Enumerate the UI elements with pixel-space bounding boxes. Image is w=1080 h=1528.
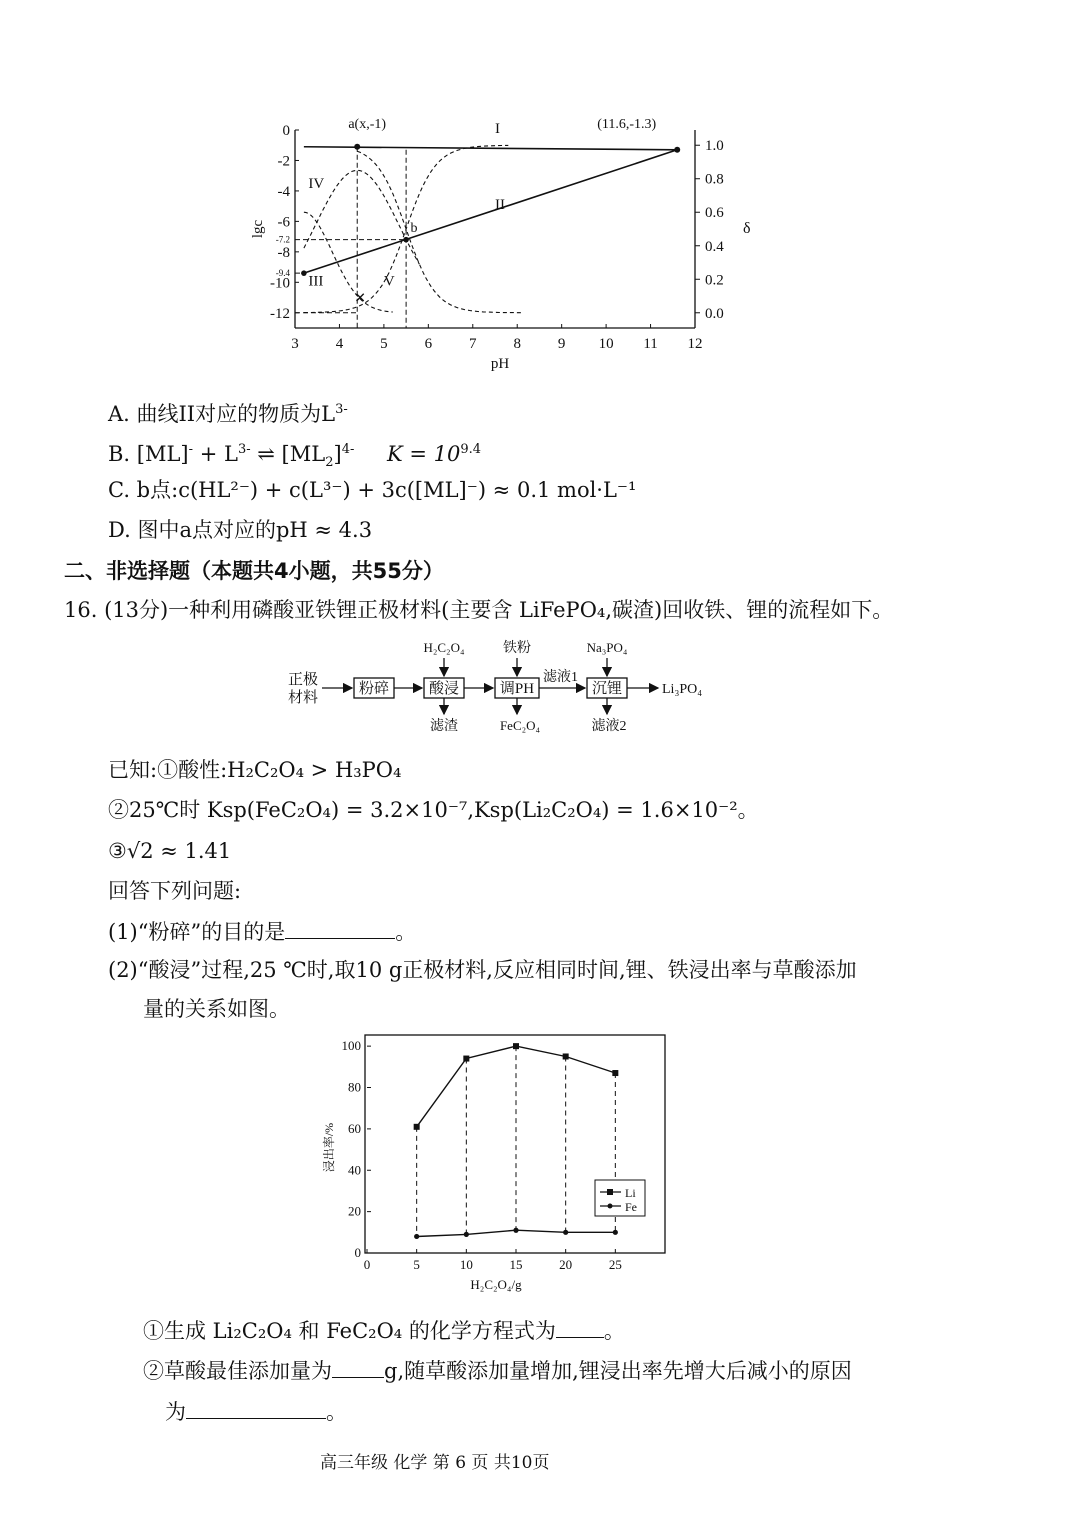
y-right-tick-label: 1.0 xyxy=(705,138,724,155)
y-left-tick-label: 0 xyxy=(282,123,290,139)
x-tick-label: 9 xyxy=(557,336,566,352)
y-tick-label: 100 xyxy=(341,1038,361,1054)
x-tick-label: 10 xyxy=(598,336,614,352)
li-point xyxy=(612,1070,618,1076)
y-tick-label: 60 xyxy=(348,1120,361,1136)
y-right-tick-label: 0.8 xyxy=(705,171,724,188)
y-left-tick-label: -2 xyxy=(277,153,290,170)
question-2-sub-2-line-2: 为 。 xyxy=(165,1400,347,1424)
x-tick-label: 15 xyxy=(509,1257,523,1272)
flow-box-acid-leach: 酸浸 xyxy=(428,681,460,697)
fe-point xyxy=(613,1230,618,1235)
point-end xyxy=(674,147,680,153)
answer-blank-4[interactable] xyxy=(186,1398,326,1419)
fe-point xyxy=(464,1232,469,1237)
question-2-line-2: 量的关系如图。 xyxy=(143,997,290,1021)
known-3: ③√2 ≈ 1.41 xyxy=(108,839,232,863)
x-tick-label: 20 xyxy=(559,1257,573,1272)
x-tick-label: 11 xyxy=(643,336,658,352)
point-a-label: a(x,-1) xyxy=(348,117,387,132)
point-end-label: (11.6,-1.3) xyxy=(597,117,657,132)
y-tick-label: 20 xyxy=(348,1203,361,1219)
question-1: (1)“粉碎”的目的是 。 xyxy=(108,920,417,944)
y-tick-label: 40 xyxy=(348,1162,361,1178)
flow-input-oxalic: H₂C₂O₄ xyxy=(423,640,465,655)
flow-input-na3po4: Na₃PO₄ xyxy=(586,640,628,655)
x-tick-label: 4 xyxy=(335,336,344,352)
question-2-sub-2: ②草酸最佳添加量为 g,随草酸添加量增加,锂浸出率先增大后减小的原因 xyxy=(143,1359,852,1383)
answer-blank-1[interactable] xyxy=(285,918,395,939)
x-tick-label: 12 xyxy=(687,336,703,352)
li-point xyxy=(414,1124,420,1130)
x-tick-label: 3 xyxy=(291,336,299,352)
flow-start-1: 正极 xyxy=(288,672,319,688)
flow-output-fec2o4: FeC₂O₄ xyxy=(499,718,541,733)
question-16: 16. (13分)一种利用磷酸亚铁锂正极材料(主要含 LiFePO₄,碳渣)回收铁、锂的流程如下。 xyxy=(64,598,894,622)
flow-product: Li₃PO₄ xyxy=(662,682,703,697)
legend-box xyxy=(595,1180,645,1216)
known-2: ②25℃时 Ksp(FeC₂O₄) = 3.2×10⁻⁷,Ksp(Li₂C₂O₄) = 1.6×10⁻²。 xyxy=(108,798,759,822)
y-right-tick-label: 0.6 xyxy=(705,205,724,222)
process-flow-diagram xyxy=(280,632,740,742)
curve-label-v: V xyxy=(383,273,395,290)
question-2-line-1: (2)“酸浸”过程,25 ℃时,取10 g正极材料,反应相同时间,锂、铁浸出率与草酸添加 xyxy=(108,958,857,982)
flow-start-2: 材料 xyxy=(288,690,319,706)
flow-input-iron: 铁粉 xyxy=(503,641,531,656)
flow-output-filtrate-2: 滤液2 xyxy=(591,719,627,734)
x-axis-label: pH xyxy=(490,356,510,372)
y-left-tick-label: -10 xyxy=(270,275,290,292)
curve-falling-iii xyxy=(304,212,393,312)
curve-label-i: I xyxy=(495,121,500,138)
answer-intro: 回答下列问题: xyxy=(108,879,242,903)
plot-frame xyxy=(365,1035,665,1253)
y-left-axis-label: lgc xyxy=(250,219,266,239)
y-left-tick-label: -12 xyxy=(270,305,290,322)
x-axis-label: H₂C₂O₄/g xyxy=(470,1277,522,1292)
y-right-tick-label: 0.0 xyxy=(705,305,724,322)
y-left-special-label: -9.4 xyxy=(275,268,290,279)
flow-filtrate-1: 滤液1 xyxy=(543,670,578,685)
y-right-tick-label: 0.4 xyxy=(705,238,724,255)
li-point xyxy=(563,1053,569,1059)
curve-label-iii: III xyxy=(308,273,324,290)
curve-label-iv: IV xyxy=(308,175,325,192)
option-a: A. 曲线II对应的物质为$L^{3-}$ xyxy=(108,402,348,426)
y-right-axis-label: δ xyxy=(743,220,751,237)
option-d: D. 图中a点对应的pH ≈ 4.3 xyxy=(108,518,373,542)
curve-label-ii: II xyxy=(495,197,505,214)
leaching-rate-chart-plot xyxy=(321,1035,665,1292)
y-tick-label: 0 xyxy=(354,1245,361,1260)
section-heading: 二、非选择题（本题共4小题，共55分） xyxy=(64,559,444,583)
flow-box-crush: 粉碎 xyxy=(358,681,390,697)
flow-box-adjust-ph: 调PH xyxy=(499,681,535,697)
cross-mark: ✕ xyxy=(354,291,366,307)
li-point xyxy=(463,1056,469,1062)
x-tick-label: 8 xyxy=(513,336,521,352)
page-footer: 高三年级 化学 第 6 页 共10页 xyxy=(320,1453,550,1473)
x-tick-label: 25 xyxy=(608,1257,622,1272)
y-left-tick-label: -4 xyxy=(277,183,290,200)
x-tick-label: 7 xyxy=(469,336,477,352)
flow-box-precipitate-li: 沉锂 xyxy=(591,681,623,697)
fe-point xyxy=(414,1234,419,1239)
answer-blank-2[interactable] xyxy=(556,1317,604,1338)
fe-point xyxy=(563,1230,568,1235)
li-point xyxy=(513,1043,519,1049)
x-tick-label: 0 xyxy=(363,1257,371,1272)
option-c: C. b点:c(HL²⁻) + c(L³⁻) + 3c([ML]⁻) ≈ 0.1 mol·L⁻¹ xyxy=(108,478,637,502)
known-1: 已知:①酸性:H₂C₂O₄ > H₃PO₄ xyxy=(108,758,402,782)
legend-fe-label: Fe xyxy=(625,1200,637,1214)
fe-point xyxy=(513,1228,518,1233)
y-left-tick-label: -8 xyxy=(277,244,290,261)
question-2-sub-1: ①生成 Li₂C₂O₄ 和 FeC₂O₄ 的化学方程式为 。 xyxy=(143,1319,625,1343)
legend-li-marker xyxy=(607,1189,613,1195)
y-left-tick-label: -6 xyxy=(277,214,290,231)
y-left-special-label: -7.2 xyxy=(275,234,290,245)
legend-li-label: Li xyxy=(625,1186,636,1200)
answer-blank-3[interactable] xyxy=(332,1357,384,1378)
leaching-rate-chart xyxy=(305,1030,675,1295)
x-tick-label: 5 xyxy=(380,336,388,352)
x-tick-label: 6 xyxy=(424,336,433,352)
flow-output-residue: 滤渣 xyxy=(430,719,458,734)
x-tick-label: 10 xyxy=(459,1257,473,1272)
y-tick-label: 80 xyxy=(348,1079,361,1095)
point-b-label: b xyxy=(410,221,418,237)
y-axis-label: 浸出率/% xyxy=(322,1122,336,1173)
series-line-II xyxy=(304,150,677,273)
speciation-chart-plot xyxy=(250,117,751,372)
legend-fe-marker xyxy=(608,1204,613,1209)
option-b: B. $[ML]^- + L^{3-}$ ⇌ $[ML_2]^{4-}$ $K = 10^{9.4}$ xyxy=(108,442,482,471)
x-tick-label: 5 xyxy=(413,1257,420,1272)
point-start-ii xyxy=(301,270,307,276)
curve-falling-v xyxy=(357,151,522,313)
speciation-chart xyxy=(240,110,760,380)
y-right-tick-label: 0.2 xyxy=(705,272,724,289)
